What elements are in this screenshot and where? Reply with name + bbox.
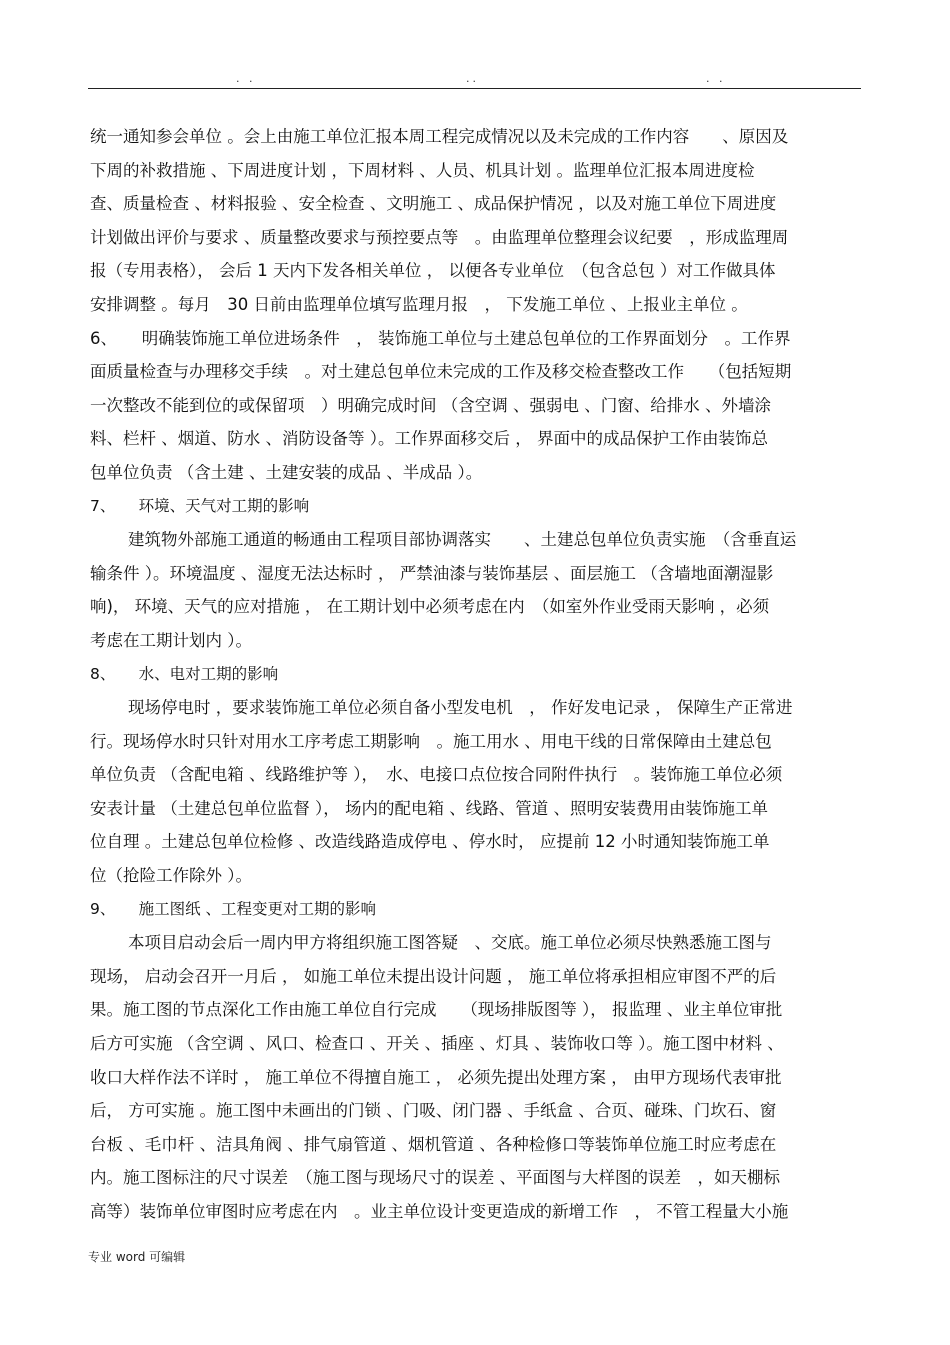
text-line: 收口大样作法不详时 ， 施工单位不得擅自施工 ， 必须先提出处理方案 ， 由甲方现场代表审批 [90, 1067, 782, 1087]
text-line: 安排调整 。每月 30 日前由监理单位填写监理月报 ， 下发施工单位 、上报业主单位 。 [90, 294, 748, 314]
text-line: 现场， 启动会召开一月后 ， 如施工单位未提出设计问题 ， 施工单位将承担相应审图不严的后 [90, 966, 777, 986]
header-rule [88, 88, 861, 89]
text-line: 考虑在工期计划内 ）。 [90, 630, 252, 650]
text-line: 下周的补救措施 、下周进度计划 ，下周材料 、人员、机具计划 。监理单位汇报本周进度检 [90, 160, 755, 180]
text-line: 台板 、毛巾杆 、洁具角阀 、排气扇管道 、烟机管道 、各种检修口等装饰单位施工时应考虑在 [90, 1134, 777, 1154]
text-line: 内。施工图标注的尺寸误差 （施工图与现场尺寸的误差 、平面图与大样图的误差 ，如天棚标 [90, 1168, 780, 1188]
text-line: 位自理 。土建总包单位检修 、改造线路造成停电 、停水时， 应提前 12 小时通知装饰施工单 [90, 832, 770, 852]
text-line: 统一通知参会单位 。会上由施工单位汇报本周工程完成情况以及未完成的工作内容 、原因及 [90, 127, 789, 146]
text-line: 报（专用表格）， 会后 1 天内下发各相关单位 ， 以便各专业单位 （包含总包 ）对工作做具体 [90, 261, 776, 281]
header-dots-right: . . [706, 72, 726, 85]
text-line: 后， 方可实施 。施工图中未画出的门锁 、门吸、闭门器 、手纸盒 、合页、碰珠、门坎石、窗 [90, 1101, 777, 1121]
text-line: 响)， 环境、天气的应对措施 ， 在工期计划中必须考虑在内 （如室外作业受雨天影响 ，必须 [90, 597, 770, 617]
text-line: 料、栏杆 、烟道、防水 、消防设备等 ）。工作界面移交后 ， 界面中的成品保护工作由装饰总 [90, 429, 768, 449]
text-line: 位（抢险工作除外 ）。 [90, 866, 252, 886]
text-line: 建筑物外部施工通道的畅通由工程项目部协调落实 、土建总包单位负责实施 （含垂直运 [128, 530, 797, 550]
text-line: 包单位负责 （含土建 、土建安装的成品 、半成品 ）。 [90, 462, 483, 482]
section-heading-7: 7、 环境、天气对工期的影响 [90, 496, 310, 515]
text-line: 高等）装饰单位审图时应考虑在内 。业主单位设计变更造成的新增工作 ， 不管工程量大小施 [90, 1202, 789, 1221]
text-line: 输条件 ）。环境温度 、湿度无法达标时 ， 严禁油漆与装饰基层 、面层施工 （含墙地面潮湿影 [90, 563, 774, 583]
section-heading-9: 9、 施工图纸 、工程变更对工期的影响 [90, 899, 377, 918]
text-line: 单位负责 （含配电箱 、线路维护等 ）， 水、电接口点位按合同附件执行 。装饰施工单位必须 [90, 765, 783, 785]
text-line: 行。现场停水时只针对用水工序考虑工期影响 。施工用水 、用电干线的日常保障由土建总包 [90, 731, 772, 751]
header-dots-center: .. [466, 72, 479, 85]
text-line: 6、 明确装饰施工单位进场条件 ， 装饰施工单位与土建总包单位的工作界面划分 。工作界 [90, 328, 791, 348]
text-line: 面质量检查与办理移交手续 。对土建总包单位未完成的工作及移交检查整改工作 （包括短期 [90, 362, 792, 382]
text-line: 安表计量 （土建总包单位监督 ）， 场内的配电箱 、线路、管道 、照明安装费用由装饰施工单 [90, 798, 768, 818]
section-heading-8: 8、 水、电对工期的影响 [90, 664, 279, 683]
text-line: 一次整改不能到位的或保留项 ）明确完成时间 （含空调 、强弱电 、门窗、给排水 、外墙涂 [90, 395, 771, 415]
text-line: 现场停电时 ，要求装饰施工单位必须自备小型发电机 ， 作好发电记录 ， 保障生产正常进 [128, 698, 793, 718]
text-line: 本项目启动会后一周内甲方将组织施工图答疑 、交底。施工单位必须尽快熟悉施工图与 [128, 933, 772, 953]
text-line: 果。施工图的节点深化工作由施工单位自行完成 （现场排版图等 ）， 报监理 、业主单位审批 [90, 1000, 783, 1020]
text-line: 计划做出评价与要求 、质量整改要求与预控要点等 。由监理单位整理会议纪要 ，形成监理周 [90, 227, 789, 247]
text-line: 后方可实施 （含空调 、风口、检查口 、开关 、插座 、灯具 、装饰收口等 ）。施工图中材料 、 [90, 1034, 784, 1054]
page-footer: 专业 word 可编辑 [88, 1250, 186, 1264]
header-dots-left: . . [236, 72, 256, 85]
text-line: 查、质量检查 、材料报验 、安全检查 、文明施工 、成品保护情况 ，以及对施工单位下周进度 [90, 194, 777, 214]
document-body [90, 120, 860, 1229]
